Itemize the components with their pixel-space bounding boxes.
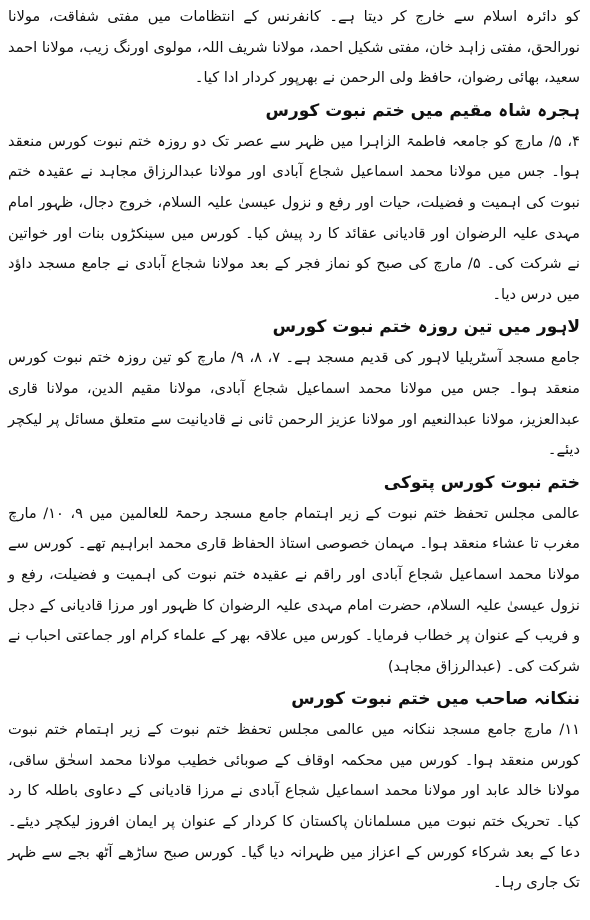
section-body: ۴، ۵/ مارچ کو جامعہ فاطمۃ الزاہرا میں ظہر سے عصر تک دو روزہ ختم نبوت کورس منعقد ہوا۔ جس میں مولانا محمد اسماعیل شجاع آبادی اور مولانا عبدالرزاق مجاہد نے عقیدہ ختم نبوت کی اہمیت و فضیلت، حیات اور رفع و نزول عیسیٰ علیہ السلام، خروج دجال، ظہور امام مہدی علیہ الرضوان اور قادیانی عقائد کا رد پیش کیا۔ کورس میں سینکڑوں بنات اور خواتین نے شرکت کی۔ ۵/ مارچ کی صبح کو نماز فجر کے بعد مولانا شجاع آبادی نے جامع مسجد داؤد میں درس دیا۔: [8, 132, 580, 303]
section-heading: ہجرہ شاہ مقیم میں ختم نبوت کورس: [265, 100, 580, 121]
section-body: جامع مسجد آسٹریلیا لاہور کی قدیم مسجد ہے۔ ۷، ۸، ۹/ مارچ کو تین روزہ ختم نبوت کورس منعقد ہوا۔ جس میں مولانا محمد اسماعیل شجاع آبادی، مولانا مقیم الدین، مولانا قاری عبدالعزیز، مولانا عبدالنعیم اور مولانا عزیز الرحمن ثانی نے قادیانیت سے متعلق مسائل پر لیکچر دیئے۔: [8, 349, 580, 459]
section-heading: ننکانہ صاحب میں ختم نبوت کورس: [291, 689, 580, 710]
section-pattoki: [8, 468, 580, 683]
section-lahore: [8, 312, 580, 465]
section-body: عالمی مجلس تحفظ ختم نبوت کے زیر اہتمام جامع مسجد رحمۃ للعالمین میں ۹، ۱۰/ مارچ مغرب تا عشاء منعقد ہوا۔ مہمان خصوصی استاذ الحفاظ قاری محمد ابراہیم تھے۔ کورس سے مولانا محمد اسماعیل شجاع آبادی اور راقم نے عقیدہ ختم نبوت کی اہمیت و فضیلت، رفع و نزول عیسیٰ علیہ السلام، حضرت امام مہدی علیہ الرضوان کا ظہور اور مرزا قادیانی کے دجل و فریب کے عنوان پر خطاب فرمایا۔ کورس میں علاقہ بھر کے علماء کرام اور جماعتی احباب نے شرکت کی۔ (عبدالرزاق مجاہد): [8, 504, 580, 675]
section-heading: ختم نبوت کورس پتوکی: [383, 472, 580, 493]
intro-paragraph: کو دائرہ اسلام سے خارج کر دیتا ہے۔ کانفرنس کے انتظامات میں مفتی شفاقت، مولانا نورالحق، مفتی زاہد خان، مفتی شکیل احمد، مولانا شریف اللہ، مولوی اورنگ زیب، مولانا احمد سعید، بھائی رضوان، حافظ ولی الرحمن نے بھرپور کردار ادا کیا۔: [8, 8, 580, 87]
section-nankana-sahib: [8, 684, 580, 899]
section-heading: لاہور میں تین روزہ ختم نبوت کورس: [272, 317, 580, 338]
section-hujra-shah-muqeem: [8, 96, 580, 311]
section-body: ۱۱/ مارچ جامع مسجد ننکانہ میں عالمی مجلس تحفظ ختم نبوت کے زیر اہتمام ختم نبوت کورس منعقد ہوا۔ کورس میں محکمہ اوقاف کے صوبائی خطیب مولانا محمد اسحٰق ساقی، مولانا خالد عابد اور مولانا محمد اسماعیل شجاع آبادی نے مرزا قادیانی کے دعاوی باطلہ کا رد کیا۔ تحریک ختم نبوت میں مسلمانان پاکستان کا کردار کے عنوان پر ایمان افروز لیکچر دیئے۔ دعا کے بعد شرکاء کورس کے اعزاز میں ظہرانہ دیا گیا۔ کورس صبح ساڑھے آٹھ بجے سے ظہر تک جاری رہا۔: [8, 721, 580, 892]
